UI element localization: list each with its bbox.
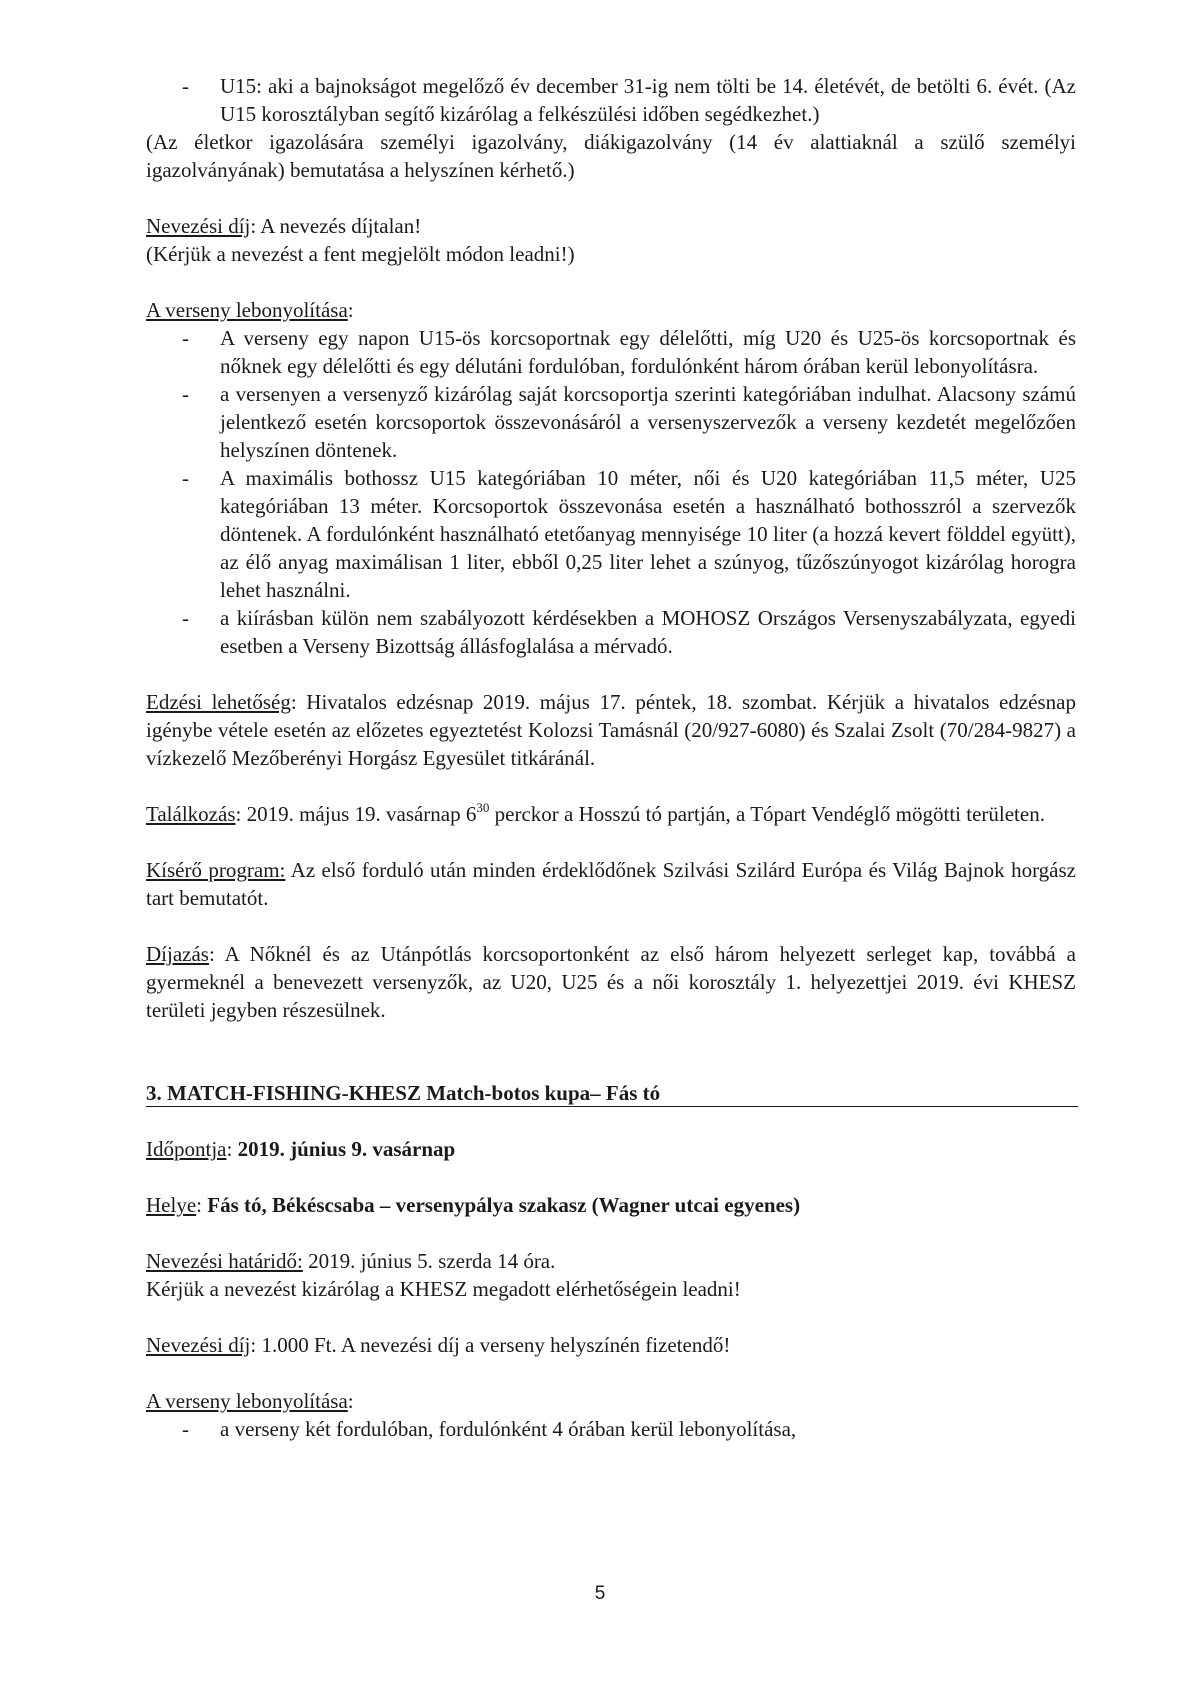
- place-label: Helye: [146, 1193, 197, 1217]
- conduct-rules-list: [146, 324, 1076, 660]
- side-program-paragraph: [146, 856, 1076, 912]
- place-colon: :: [196, 1193, 208, 1217]
- conduct-label: A verseny lebonyolítása: [146, 298, 348, 322]
- prize-label: Díjazás: [146, 942, 209, 966]
- meeting-label: Találkozás: [146, 802, 236, 826]
- list-item: - a kiírásban külön nem szabályozott kérdésekben a MOHOSZ Országos Versenyszabályzata, egyedi esetben a Verseny Bizottság állásfoglalása a mérvadó.: [146, 604, 1076, 660]
- fee-text: : 1.000 Ft. A nevezési díj a verseny helyszínén fizetendő!: [250, 1333, 731, 1357]
- training-label: Edzési lehetőség: [146, 690, 291, 714]
- place-value: Fás tó, Békéscsaba – versenypálya szakasz (Wagner utcai egyenes): [207, 1193, 801, 1217]
- date-value: 2019. június 9. vasárnap: [237, 1137, 456, 1161]
- list-item: - a versenyen a versenyző kizárólag saját korcsoportja szerinti kategóriában indulhat. Alacsony számú jelentkező esetén korcsoportok összevonásáról a versenyszervezők a verseny kezdetét megelőzően helyszínen döntenek.: [146, 380, 1076, 464]
- entry-fee-note: (Kérjük a nevezést a fent megjelölt módon leadni!): [146, 242, 575, 266]
- page-number: 5: [594, 1583, 606, 1604]
- fee-label: Nevezési díj: [146, 1333, 251, 1357]
- deadline-text: 2019. június 5. szerda 14 óra.: [302, 1249, 556, 1273]
- conduct-colon: :: [347, 298, 354, 322]
- list-item: - A verseny egy napon U15-ös korcsoportnak egy délelőtti, míg U20 és U25-ös korcsoportnak és nőknek egy délelőtti és egy délutáni fordulóban, fordulónként három órában kerül lebonyolításra.: [146, 324, 1076, 380]
- training-text: : Hivatalos edzésnap 2019. május 17. péntek, 18. szombat. Kérjük a hivatalos edzésnap igénybe vétele esetén az előzetes egyeztetést Kolozsi Tamásnál (20/927-6080) és Szalai Zsolt (70/284-9827) a vízkezelő Mezőberényi Horgász Egyesület titkáránál.: [146, 690, 1076, 770]
- section-3-title: 3. MATCH-FISHING-KHESZ Match-botos kupa– Fás tó: [146, 1080, 1078, 1107]
- fee-paragraph: [146, 1331, 1076, 1359]
- place-paragraph: [146, 1191, 1076, 1219]
- meeting-text-post: perckor a Hosszú tó partján, a Tópart Vendéglő mögötti területen.: [489, 802, 1045, 826]
- list-item: - a verseny két fordulóban, fordulónként 4 órában kerül lebonyolítása,: [146, 1415, 1076, 1443]
- conduct-label: A verseny lebonyolítása: [146, 1389, 348, 1413]
- entry-fee-section: [146, 212, 1076, 268]
- training-paragraph: [146, 688, 1076, 772]
- deadline-section: [146, 1247, 1076, 1303]
- date-paragraph: [146, 1135, 1076, 1163]
- document-page: [146, 72, 1076, 1443]
- entry-fee-text: : A nevezés díjtalan!: [250, 214, 422, 238]
- side-program-label: Kísérő program:: [146, 858, 286, 882]
- deadline-note: Kérjük a nevezést kizárólag a KHESZ megadott elérhetőségein leadni!: [146, 1277, 741, 1301]
- entry-fee-label: Nevezési díj: [146, 214, 251, 238]
- conduct-colon: :: [347, 1389, 354, 1413]
- meeting-paragraph: [146, 800, 1076, 828]
- u15-category-item: - U15: aki a bajnokságot megelőző év december 31-ig nem tölti be 14. életévét, de betölti 6. évét. (Az U15 korosztályban segítő kizárólag a felkészülési időben segédkezhet.): [146, 72, 1076, 128]
- deadline-label: Nevezési határidő:: [146, 1249, 303, 1273]
- conduct-section: [146, 296, 1076, 660]
- conduct-section-3: [146, 1387, 1076, 1443]
- meeting-time-superscript: 30: [476, 800, 490, 815]
- conduct-rules-list: [146, 1415, 1076, 1443]
- meeting-text-pre: : 2019. május 19. vasárnap 6: [235, 802, 477, 826]
- list-item: - A maximális bothossz U15 kategóriában 10 méter, női és U20 kategóriában 11,5 méter, U25 kategóriában 13 méter. Korcsoportok összevonása esetén a használható bothosszról a szervezők döntenek. A fordulónként használható etetőanyag mennyisége 10 liter (a hozzá kevert földdel együtt), az élő anyag maximálisan 1 liter, ebből 0,25 liter lehet a szúnyog, tűzőszúnyogot kizárólag horogra lehet használni.: [146, 464, 1076, 604]
- prize-paragraph: [146, 940, 1076, 1024]
- date-colon: :: [226, 1137, 238, 1161]
- date-label: Időpontja: [146, 1137, 227, 1161]
- side-program-text: Az első forduló után minden érdeklődőnek Szilvási Szilárd Európa és Világ Bajnok horgász tart bemutatót.: [146, 858, 1076, 910]
- prize-text: : A Nőknél és az Utánpótlás korcsoportonként az első három helyezett serleget kap, továbbá a gyermeknél a benevezett versenyzők, az U20, U25 és a női korosztály 1. helyezettjei 2019. évi KHESZ területi jegyben részesülnek.: [146, 942, 1076, 1022]
- age-category-list: [146, 72, 1076, 128]
- age-verification-note: (Az életkor igazolására személyi igazolvány, diákigazolvány (14 év alattiaknál a szülő személyi igazolványának) bemutatása a helyszínen kérhető.): [146, 130, 1076, 182]
